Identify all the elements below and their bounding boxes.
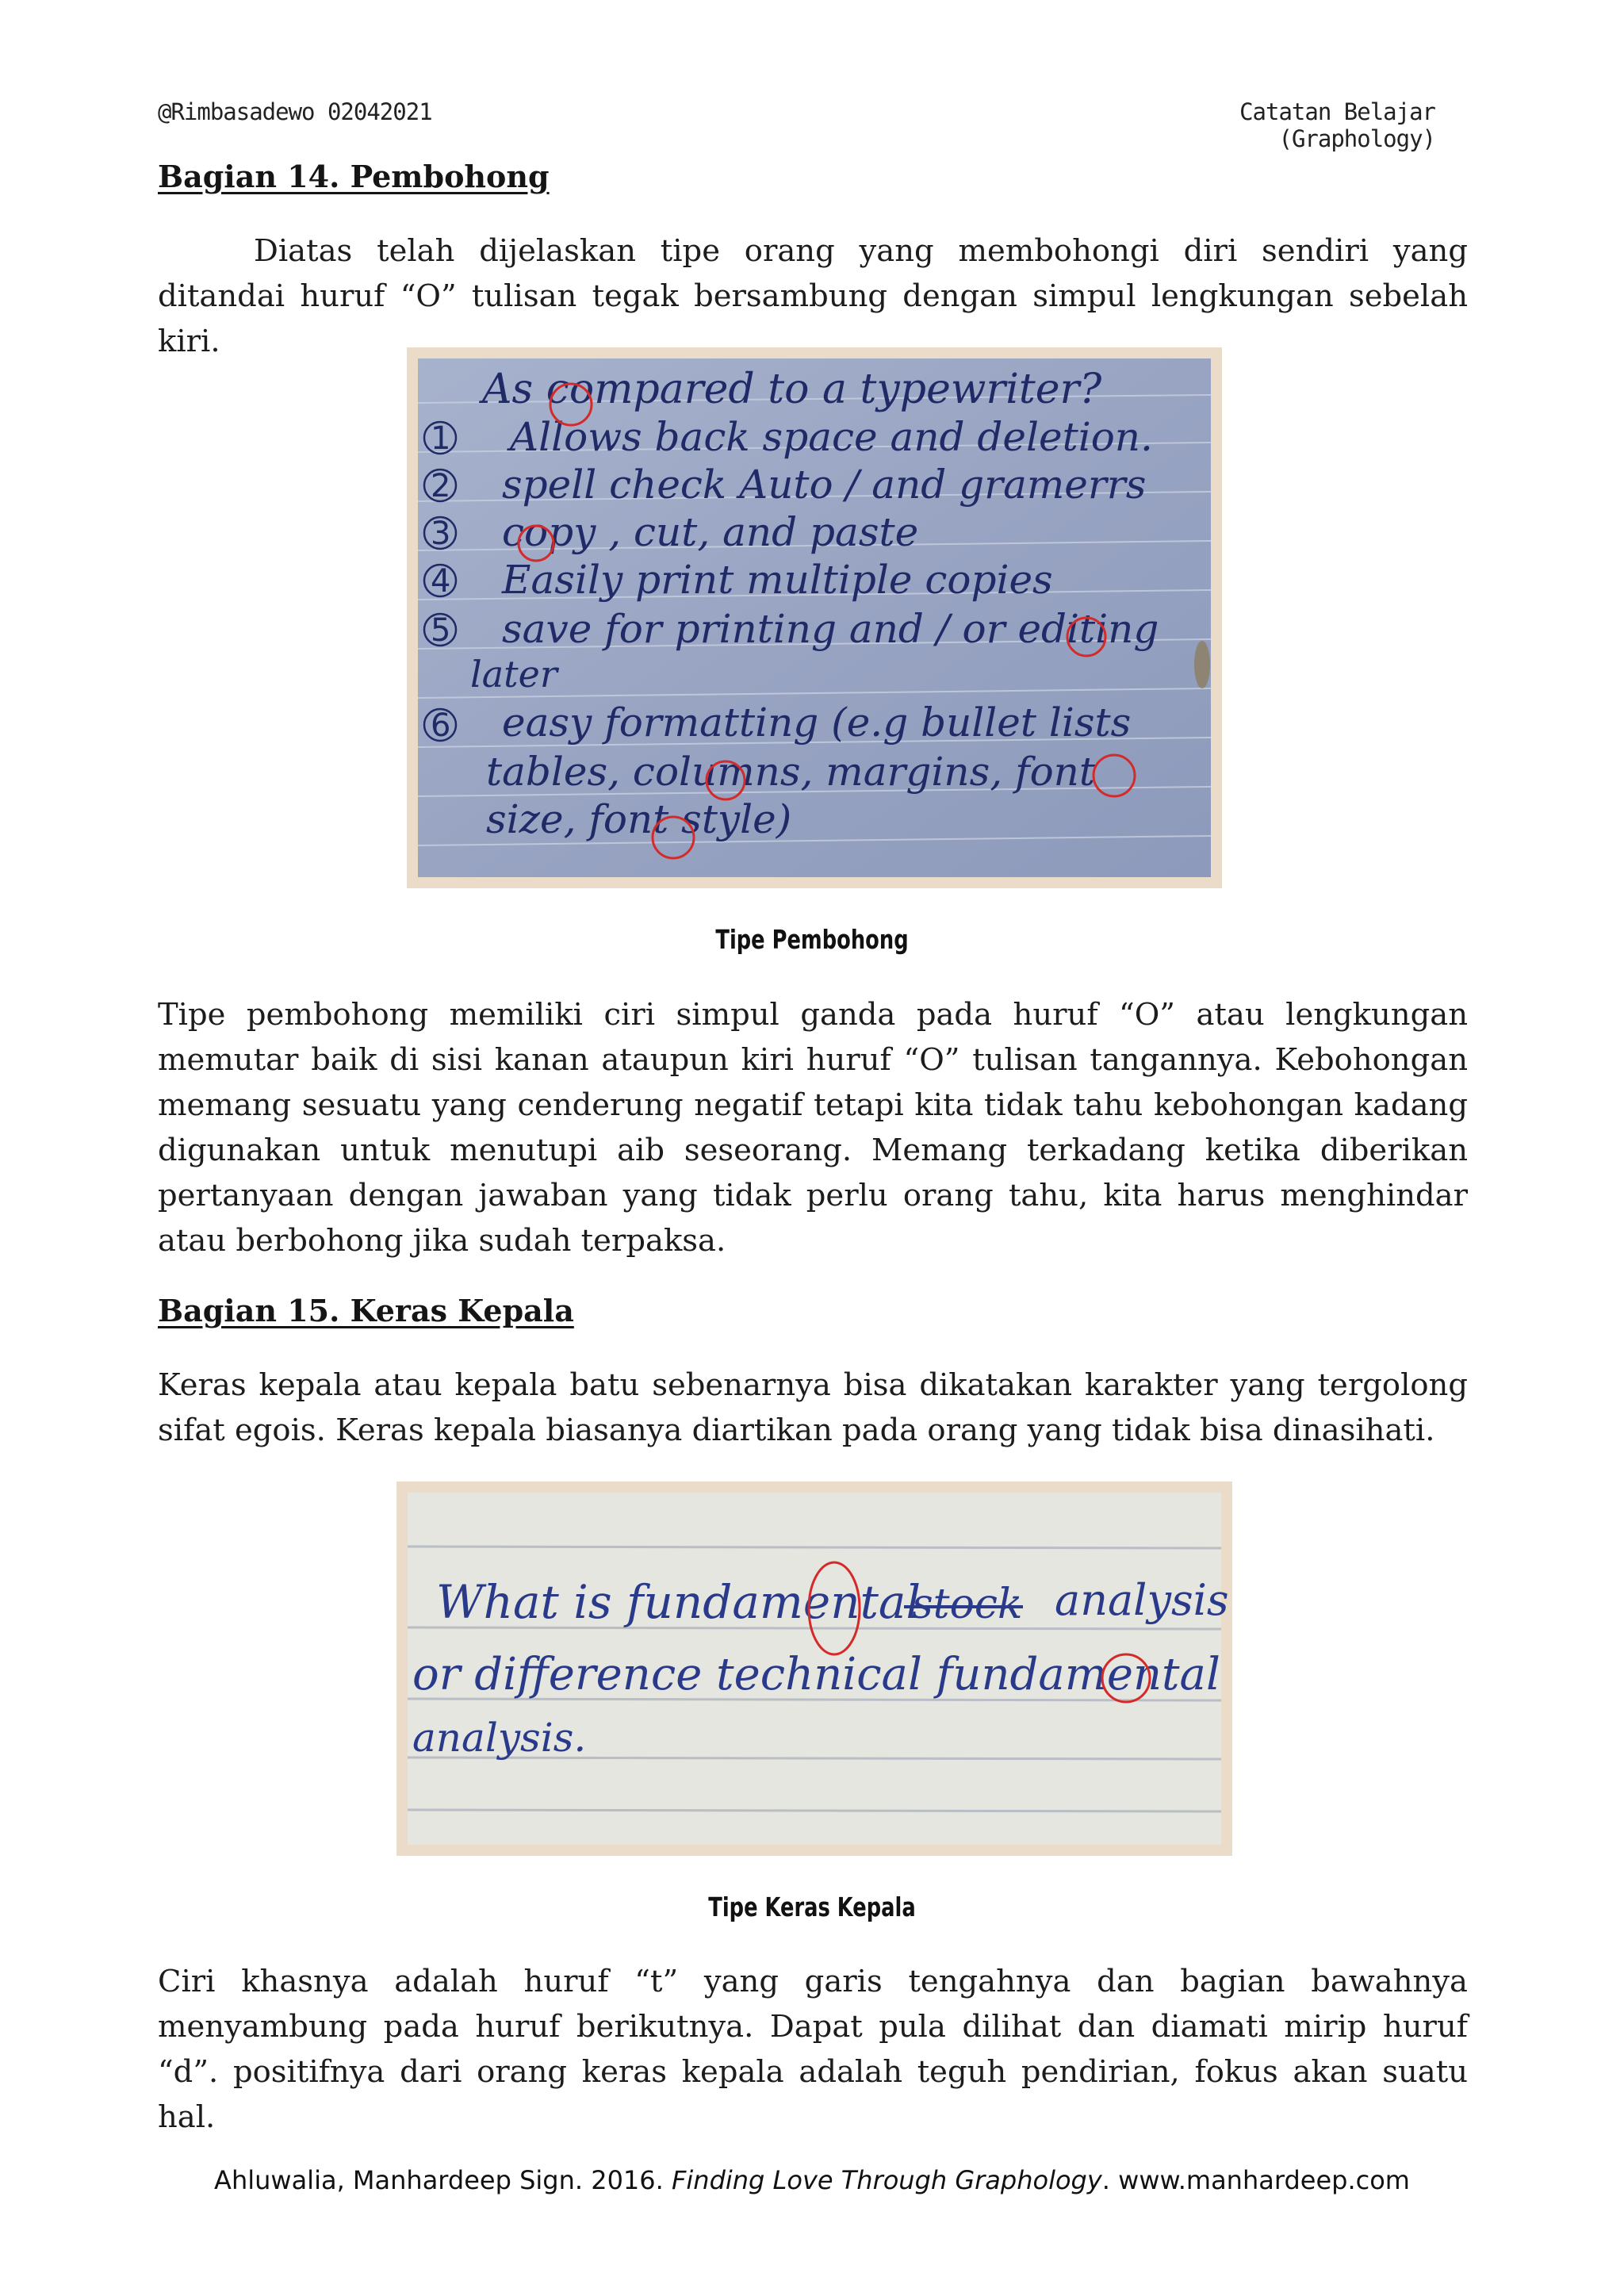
fig2-line: or difference technical fundamental bbox=[412, 1649, 1220, 1700]
fig1-number: 4 bbox=[431, 563, 451, 600]
header-author-date: @Rimbasadewo 02042021 bbox=[158, 98, 432, 125]
fig1-line: later bbox=[470, 653, 557, 696]
section-14-heading: Bagian 14. Pembohong bbox=[158, 159, 550, 194]
fig1-number: 2 bbox=[431, 468, 451, 504]
fig2-line: What is fundamental bbox=[436, 1575, 921, 1629]
fig1-line: save for printing and / or editing bbox=[502, 606, 1159, 652]
section-14-body: Tipe pembohong memiliki ciri simpul ganda pada huruf “O” atau lengkungan memutar baik di sisi kanan ataupun kiri huruf “O” tulisan tangannya. Kebohongan memang sesuatu yang cenderung negatif tetapi kita tidak tahu kebohongan kadang digunakan untuk menutupi aib seseorang. Memang terkadang ketika diberikan pertanyaan dengan jawaban yang tidak perlu orang tahu, kita harus menghindar atau berbohong jika sudah terpaksa. bbox=[158, 997, 1468, 1259]
footer-book-title: Finding Love Through Graphology bbox=[671, 2165, 1102, 2195]
fig1-number: 1 bbox=[431, 420, 451, 457]
fig1-number: 5 bbox=[431, 612, 451, 649]
fig1-line: easy formatting (e.g bullet lists bbox=[502, 700, 1132, 746]
footer-citation bbox=[0, 2165, 1624, 2195]
fig1-number: 3 bbox=[431, 516, 451, 552]
footer-author: Ahluwalia, Manhardeep Sign. 2016. bbox=[214, 2165, 672, 2195]
fig1-line: tables, columns, margins, font bbox=[486, 749, 1095, 795]
fig1-number: 6 bbox=[431, 707, 451, 744]
handwriting-photo-pembohong bbox=[407, 347, 1222, 888]
figure-caption-keras-kepala: Tipe Keras Kepala bbox=[708, 1892, 916, 1922]
fig1-line: copy , cut, and paste bbox=[502, 509, 919, 555]
handwriting-photo-keras-kepala bbox=[396, 1481, 1232, 1856]
fig1-line: size, font style) bbox=[486, 796, 792, 842]
section-15-intro: Keras kepala atau kepala batu sebenarnya bisa dikatakan karakter yang tergolong sifat egois. Keras kepala biasanya diartikan pada orang yang tidak bisa dinasihati. bbox=[158, 1367, 1468, 1448]
fig1-line: Allows back space and deletion. bbox=[510, 414, 1153, 460]
header-title: Catatan Belajar (Graphology) bbox=[1239, 98, 1435, 152]
footer-url: . www.manhardeep.com bbox=[1101, 2165, 1410, 2195]
fig2-line: analysis. bbox=[412, 1715, 587, 1761]
section-15-heading: Bagian 15. Keras Kepala bbox=[158, 1293, 574, 1328]
section-15-body: Ciri khasnya adalah huruf “t” yang garis tengahnya dan bagian bawahnya menyambung pada huruf berikutnya. Dapat pula dilihat dan diamati mirip huruf “d”. positifnya dari orang keras kepala adalah teguh pendirian, fokus akan suatu hal. bbox=[158, 1964, 1468, 2135]
fig1-line: spell check Auto / and gramerrs bbox=[502, 462, 1147, 508]
section-14-intro: Diatas telah dijelaskan tipe orang yang membohongi diri sendiri yang ditandai huruf “O” tulisan tegak bersambung dengan simpul lengkungan sebelah kiri. bbox=[158, 233, 1468, 359]
fig2-struck-word: stock bbox=[912, 1581, 1023, 1628]
fig1-line: As compared to a typewriter? bbox=[482, 366, 1102, 413]
fig2-line: analysis bbox=[1055, 1575, 1229, 1625]
figure-caption-pembohong: Tipe Pembohong bbox=[715, 924, 909, 955]
fig1-line: Easily print multiple copies bbox=[502, 557, 1053, 603]
